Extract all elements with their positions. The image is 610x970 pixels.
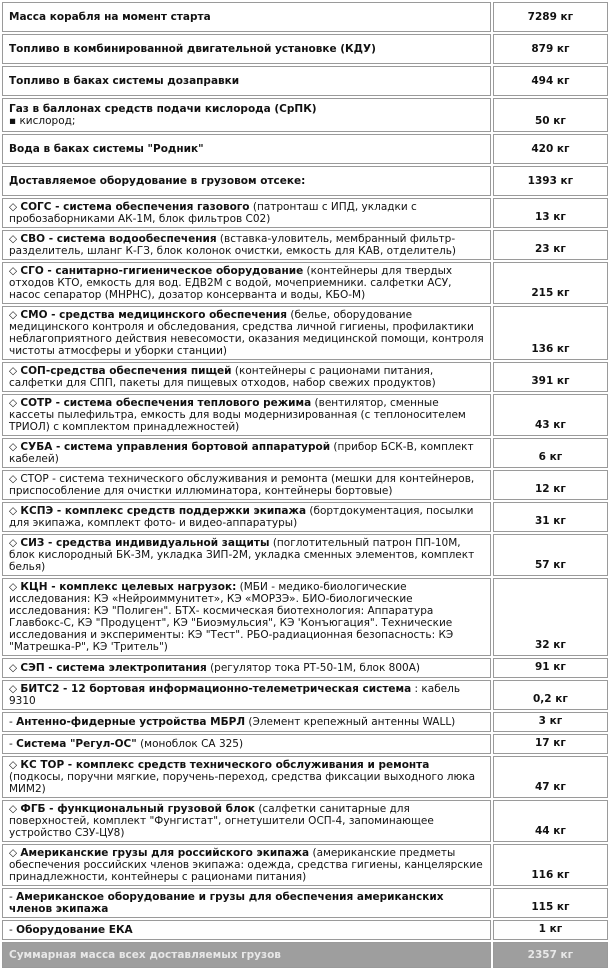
row-mass: 17 кг (493, 734, 608, 754)
table-row (2, 438, 608, 468)
table-row (2, 578, 608, 656)
table-row (2, 888, 608, 918)
row-mass: 420 кг (493, 134, 608, 164)
row-detail: (контейнеры для твердых отходов КТО, емкость для вод. ЕДВ2М с водой, мочеприемники. салфетки АСУ, насос сепаратор (МНРНС), дозатор консерванта и воды, КБО-М) (9, 265, 453, 301)
row-detail: (американские предметы обеспечения российских членов экипажа: одежда, средства гигиены, канцелярские принадлежности, контейнеры с рационами питания) (9, 847, 483, 883)
row-detail: (моноблок СА 325) (136, 738, 244, 750)
row-title-cell (2, 198, 491, 228)
row-marker: ◇ (9, 265, 21, 277)
row-marker: ◇ (9, 662, 21, 674)
row-title: СОГС - система обеспечения газового (20, 201, 250, 213)
row-detail: (бортдокументация, посылки для экипажа, комплект фото- и видео-аппаратуры) (9, 505, 474, 529)
table-row (2, 800, 608, 842)
table-row (2, 470, 608, 500)
row-mass: 3 кг (493, 712, 608, 732)
row-title: Топливо в комбинированной двигательной установке (КДУ) (2, 34, 491, 64)
row-title: Газ в баллонах средств подачи кислорода (СрПК) (9, 103, 317, 115)
row-detail: (салфетки санитарные для поверхностей, комплект "Фунгистат", огнетушители ОСП-4, запоминающее устройство СЗУ-ЦУ8) (9, 803, 434, 839)
row-title-cell (2, 888, 491, 918)
table-row (2, 734, 608, 754)
row-marker: ◇ (9, 505, 21, 517)
row-marker: ◇ (9, 537, 21, 549)
row-title: Масса корабля на момент старта (2, 2, 491, 32)
row-mass: 13 кг (493, 198, 608, 228)
row-title-cell (2, 306, 491, 360)
table-row (2, 2, 608, 32)
row-title: ФГБ - функциональный грузовой блок (20, 803, 256, 815)
row-title-cell (2, 502, 491, 532)
row-mass: 43 кг (493, 394, 608, 436)
row-title-cell (2, 230, 491, 260)
row-detail: (МБИ - медико-биологические исследования: КЭ «Нейроиммунитет», КЭ «МОРЗЭ». БИО-биологические исследования: КЭ "Полиген". БТХ- космическая биотехнология: Аппаратура Главбокс-С, КЭ "Продуцент", КЭ "Биоэмульсия", КЭ 'Конъюгация". Технические исследования и эксперименты: КЭ "Тест". РБО-радиационная безопасность: КЭ "Матрешка-Р", КЭ 'Тритель") (9, 581, 454, 653)
row-mass: 57 кг (493, 534, 608, 576)
row-marker: - (9, 891, 17, 903)
row-title-cell (2, 844, 491, 886)
table-row (2, 198, 608, 228)
row-title: Топливо в баках системы дозаправки (2, 66, 491, 96)
row-title-cell (2, 712, 491, 732)
row-mass: 136 кг (493, 306, 608, 360)
row-marker: ◇ (9, 473, 21, 485)
table-row (2, 98, 608, 132)
row-title: Оборудование ЕКА (16, 924, 133, 936)
row-mass: 1393 кг (493, 166, 608, 196)
row-mass: 7289 кг (493, 2, 608, 32)
table-row (2, 756, 608, 798)
row-title: Антенно-фидерные устройства МБРЛ (16, 716, 246, 728)
row-mass: 6 кг (493, 438, 608, 468)
row-title-cell (2, 800, 491, 842)
row-detail: (патронташ с ИПД, укладки с пробозаборниками АК-1М, блок фильтров С02) (9, 201, 417, 225)
row-title: СГО - санитарно-гигиеническое оборудование (20, 265, 304, 277)
total-mass: 2357 кг (493, 942, 608, 968)
row-detail: СТОР - система технического обслуживания и ремонта (мешки для контейнеров, приспособление для очистки иллюминатора, контейнеры бортовые) (9, 473, 475, 497)
table-row (2, 134, 608, 164)
row-title-cell (2, 98, 491, 132)
row-title-cell (2, 470, 491, 500)
row-mass: 391 кг (493, 362, 608, 392)
row-title-cell (2, 578, 491, 656)
row-detail: (Элемент крепежный антенны WALL) (245, 716, 456, 728)
row-title: Доставляемое оборудование в грузовом отсеке: (2, 166, 491, 196)
row-title-cell (2, 920, 491, 940)
row-mass: 32 кг (493, 578, 608, 656)
row-title: Американские грузы для российского экипажа (20, 847, 310, 859)
row-title: БИТС2 - 12 бортовая информационно-телеметрическая система (20, 683, 412, 695)
row-marker: ◇ (9, 683, 21, 695)
table-row (2, 362, 608, 392)
table-row (2, 230, 608, 260)
row-title: Американское оборудование и грузы для обеспечения американских членов экипажа (9, 891, 444, 915)
row-detail: (поглотительный патрон ПП-10М, блок кислородный БК-3М, укладка ЗИП-2М, укладка сменных элементов, комплект белья) (9, 537, 475, 573)
row-title: СВО - система водообеспечения (20, 233, 217, 245)
row-title: СОП-средства обеспечения пищей (20, 365, 232, 377)
row-marker: ◇ (9, 397, 21, 409)
table-row (2, 394, 608, 436)
table-row (2, 502, 608, 532)
row-marker: - (9, 716, 17, 728)
table-row (2, 66, 608, 96)
row-title: Вода в баках системы "Родник" (2, 134, 491, 164)
row-detail: (подкосы, поручни мягкие, поручень-переход, средства фиксации выходного люка МИМ2) (9, 771, 476, 795)
row-title: Система "Регул-ОС" (16, 738, 137, 750)
table-row (2, 306, 608, 360)
row-mass: 47 кг (493, 756, 608, 798)
table-row (2, 534, 608, 576)
row-mass: 116 кг (493, 844, 608, 886)
row-title-cell (2, 438, 491, 468)
row-detail: (прибор БСК-В, комплект кабелей) (9, 441, 474, 465)
row-title-cell (2, 534, 491, 576)
row-detail: (белье, оборудование медицинского контроля и обследования, средства личной гигиены, профилактики неблагоприятного действия невесомости, оказания медицинской помощи, контроля чистоты атмосферы и уборки станции) (9, 309, 484, 357)
row-mass: 50 кг (493, 98, 608, 132)
row-title-cell (2, 362, 491, 392)
row-subitem: ▪ кислород; (9, 115, 76, 127)
row-title: СОТР - система обеспечения теплового режима (20, 397, 312, 409)
row-mass: 0,2 кг (493, 680, 608, 710)
row-mass: 23 кг (493, 230, 608, 260)
row-detail: (контейнеры с рационами питания, салфетки для СПП, пакеты для пищевых отходов, набор свежих продуктов) (9, 365, 436, 389)
row-title-cell (2, 394, 491, 436)
table-row (2, 262, 608, 304)
row-marker: ◇ (9, 309, 21, 321)
table-row (2, 658, 608, 678)
row-mass: 91 кг (493, 658, 608, 678)
table-row (2, 166, 608, 196)
row-marker: ◇ (9, 581, 21, 593)
row-mass: 494 кг (493, 66, 608, 96)
row-title: КСПЭ - комплекс средств поддержки экипажа (20, 505, 307, 517)
row-marker: ◇ (9, 233, 21, 245)
row-title-cell (2, 680, 491, 710)
row-marker: ◇ (9, 847, 21, 859)
total-row (2, 942, 608, 968)
row-marker: - (9, 738, 17, 750)
total-title: Суммарная масса всех доставляемых грузов (2, 942, 491, 968)
row-title: СУБА - система управления бортовой аппаратурой (20, 441, 331, 453)
row-title: СМО - средства медицинского обеспечения (20, 309, 288, 321)
row-mass: 879 кг (493, 34, 608, 64)
row-marker: ◇ (9, 201, 21, 213)
table-row (2, 712, 608, 732)
row-detail: (регулятор тока РТ-50-1М, блок 800А) (206, 662, 420, 674)
row-title-cell (2, 756, 491, 798)
row-marker: - (9, 924, 17, 936)
row-detail: (вентилятор, сменные кассеты пылефильтра, емкость для воды модернизированная (с теплоносителем ТРИОЛ) с комплектом принадлежностей) (9, 397, 466, 433)
row-title: СЭП - система электропитания (20, 662, 207, 674)
table-row (2, 920, 608, 940)
table-row (2, 34, 608, 64)
row-mass: 31 кг (493, 502, 608, 532)
row-title-cell (2, 734, 491, 754)
row-title: КС ТОР - комплекс средств технического обслуживания и ремонта (20, 759, 430, 771)
table-row (2, 680, 608, 710)
row-marker: ◇ (9, 803, 21, 815)
row-mass: 115 кг (493, 888, 608, 918)
row-mass: 1 кг (493, 920, 608, 940)
row-detail: (вставка-уловитель, мембранный фильтр-разделитель, шланг К-ГЗ, блок колонок очистки, емкость для КАВ, отделитель) (9, 233, 457, 257)
row-title: СИЗ - средства индивидуальной защиты (20, 537, 270, 549)
row-mass: 215 кг (493, 262, 608, 304)
row-mass: 12 кг (493, 470, 608, 500)
row-title-cell (2, 262, 491, 304)
row-marker: ◇ (9, 759, 21, 771)
table-row (2, 844, 608, 886)
row-detail: : кабель 9310 (9, 683, 461, 707)
row-marker: ◇ (9, 441, 21, 453)
row-title-cell (2, 658, 491, 678)
row-mass: 44 кг (493, 800, 608, 842)
row-title: КЦН - комплекс целевых нагрузок: (20, 581, 237, 593)
row-marker: ◇ (9, 365, 21, 377)
